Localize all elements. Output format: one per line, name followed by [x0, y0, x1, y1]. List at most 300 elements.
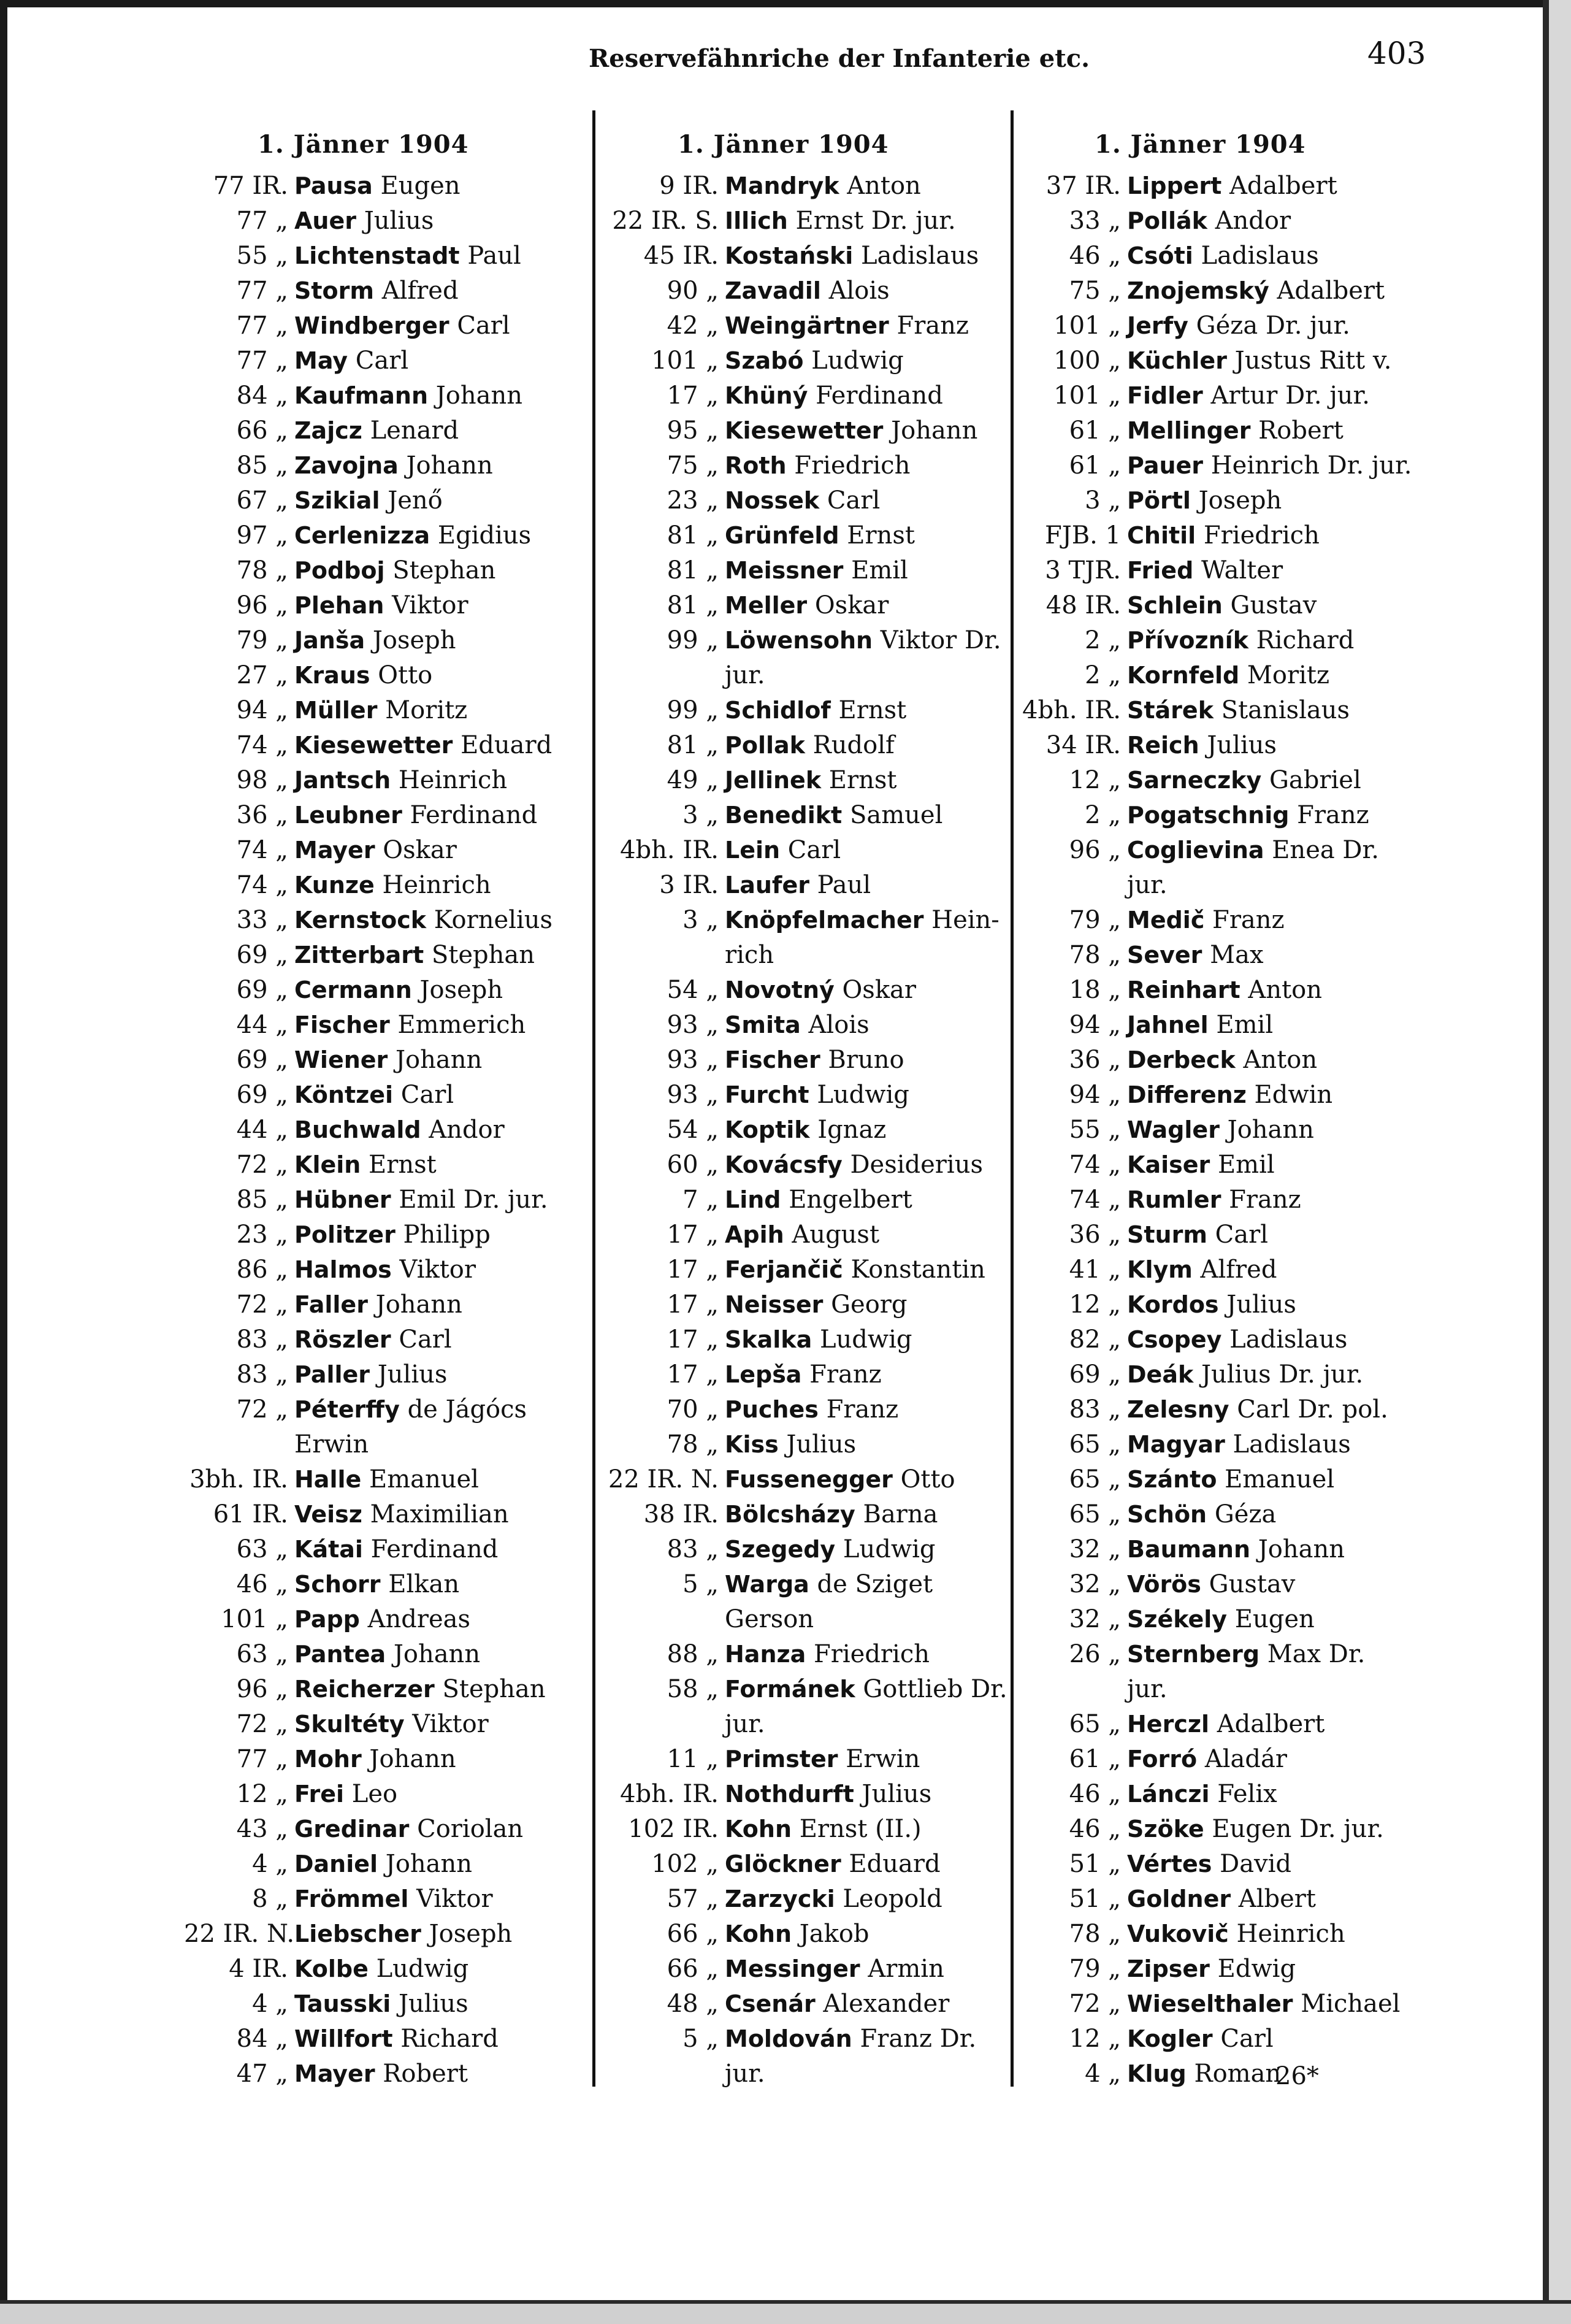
regiment-number: 94 „ — [1069, 1011, 1121, 1039]
person-name — [719, 1151, 983, 1179]
surname: Coglievina — [1127, 837, 1264, 864]
list-item — [1018, 941, 1412, 976]
regiment-number: 74 „ — [236, 836, 288, 864]
person-name — [1121, 242, 1319, 270]
person-name — [719, 1675, 1007, 1703]
person-name — [288, 801, 537, 829]
surname: Szöke — [1127, 1816, 1204, 1843]
person-name — [1121, 277, 1385, 305]
given-name: Ladislaus — [1221, 1325, 1348, 1354]
given-name: Franz — [818, 1395, 899, 1424]
list-item — [184, 556, 552, 591]
column-2 — [601, 172, 1007, 2095]
list-item — [1018, 382, 1412, 416]
person-name — [1121, 1186, 1301, 1214]
surname: Pantea — [294, 1641, 386, 1668]
surname: Zajcz — [294, 417, 362, 444]
person-name — [288, 172, 461, 200]
list-item — [601, 1745, 1007, 1780]
list-item — [601, 451, 1007, 486]
scan-border-bottom — [0, 2300, 1571, 2324]
regiment-number: 81 „ — [667, 521, 719, 550]
given-name: Carl — [819, 486, 881, 515]
person-name — [719, 312, 969, 340]
person-name — [1121, 976, 1322, 1004]
given-name: Anton — [1240, 976, 1322, 1004]
given-name: Konstantin — [843, 1256, 985, 1284]
list-item — [184, 1570, 552, 1605]
given-name: Alexander — [815, 1990, 950, 2018]
regiment-number: 26 „ — [1069, 1640, 1121, 1668]
regiment-number: 66 „ — [667, 1920, 719, 1948]
surname: Primster — [725, 1746, 838, 1773]
given-name: Bruno — [820, 1046, 904, 1074]
person-name — [719, 556, 908, 585]
person-name — [1121, 556, 1283, 585]
regiment-number: 58 „ — [667, 1675, 719, 1703]
regiment-number: 45 IR. — [643, 242, 719, 270]
given-name: Alois — [820, 277, 890, 305]
list-item — [601, 941, 1007, 976]
person-name — [1121, 591, 1317, 619]
regiment-number: 69 „ — [1069, 1360, 1121, 1389]
person-name — [719, 1081, 909, 1109]
list-item — [1018, 1325, 1412, 1360]
regiment-number: 96 „ — [236, 1675, 288, 1703]
list-item — [1018, 1535, 1412, 1570]
regiment-number: 32 „ — [1069, 1535, 1121, 1563]
given-name: Gerson — [725, 1605, 814, 1633]
list-item — [601, 1325, 1007, 1360]
person-name — [719, 626, 1001, 654]
regiment-number: 69 „ — [236, 976, 288, 1004]
given-name: Eduard — [841, 1850, 941, 1878]
surname: Stárek — [1127, 697, 1214, 724]
person-name — [719, 2025, 976, 2053]
person-name — [1121, 661, 1329, 689]
regiment-number: 99 „ — [667, 696, 719, 724]
surname: Smita — [725, 1011, 801, 1038]
person-name — [288, 1570, 459, 1598]
surname: Schlein — [1127, 592, 1223, 619]
list-item — [184, 1850, 552, 1885]
list-item — [1018, 1885, 1412, 1920]
given-name: Otto — [892, 1465, 955, 1494]
list-item — [184, 941, 552, 976]
list-item — [1018, 1850, 1412, 1885]
list-item — [1018, 1360, 1412, 1395]
list-item — [1018, 1221, 1412, 1256]
given-name: Carl Dr. pol. — [1229, 1395, 1388, 1424]
person-name — [719, 1290, 908, 1319]
person-name — [288, 941, 535, 969]
person-name — [288, 1815, 523, 1843]
regiment-number: 74 „ — [1069, 1186, 1121, 1214]
list-item — [601, 312, 1007, 347]
surname: Derbeck — [1127, 1046, 1236, 1073]
person-name — [719, 1116, 886, 1144]
list-item — [1018, 1011, 1412, 1046]
list-item — [184, 1780, 552, 1815]
list-item — [184, 731, 552, 766]
given-name: Viktor — [404, 1710, 489, 1738]
person-name — [719, 1990, 949, 2018]
surname: Küchler — [1127, 347, 1227, 374]
given-name: Emmerich — [389, 1011, 526, 1039]
list-item — [601, 277, 1007, 312]
surname: Sever — [1127, 941, 1202, 968]
given-name: Emanuel — [1217, 1465, 1335, 1494]
surname: Vukovič — [1127, 1920, 1229, 1947]
surname: Novotný — [725, 976, 835, 1003]
surname: Sarneczky — [1127, 767, 1262, 794]
list-item — [1018, 277, 1412, 312]
surname: Kornfeld — [1127, 662, 1240, 689]
list-item — [601, 486, 1007, 521]
person-name — [719, 1570, 933, 1598]
list-item — [601, 1186, 1007, 1221]
list-item — [184, 172, 552, 207]
given-name: Adalbert — [1221, 172, 1337, 200]
person-name — [719, 1325, 912, 1354]
person-name — [719, 1850, 941, 1878]
list-item — [184, 626, 552, 661]
list-item — [601, 626, 1007, 661]
surname: Tausski — [294, 1990, 391, 2017]
given-name: Adalbert — [1209, 1710, 1325, 1738]
list-item — [1018, 906, 1412, 941]
person-name — [288, 1151, 437, 1179]
surname: Mohr — [294, 1746, 362, 1773]
regiment-number: 79 „ — [1069, 906, 1121, 934]
given-name: Stephan — [384, 556, 496, 585]
list-item — [184, 801, 552, 836]
person-name — [719, 1745, 920, 1773]
regiment-number: 5 „ — [682, 1570, 719, 1598]
regiment-number: 72 „ — [1069, 1990, 1121, 2018]
given-name: Andor — [1207, 207, 1291, 235]
list-item — [1018, 242, 1412, 277]
regiment-number: 3 TJR. — [1045, 556, 1121, 585]
list-item — [601, 1885, 1007, 1920]
regiment-number: 17 „ — [667, 1221, 719, 1249]
regiment-number: 102 IR. — [628, 1815, 719, 1843]
person-name — [719, 1046, 904, 1074]
person-name — [719, 1186, 912, 1214]
given-name: Moritz — [1239, 661, 1330, 689]
person-name — [719, 1430, 856, 1459]
surname: Székely — [1127, 1606, 1228, 1633]
list-item — [1018, 661, 1412, 696]
regiment-number: 23 „ — [667, 486, 719, 515]
list-item — [184, 1395, 552, 1430]
regiment-number: 41 „ — [1069, 1256, 1121, 1284]
given-name: Barna — [855, 1500, 938, 1528]
regiment-number: 3 „ — [1085, 486, 1121, 515]
given-name: Franz — [1204, 906, 1285, 934]
given-name: Heinrich — [374, 871, 491, 899]
given-name: Adalbert — [1269, 277, 1385, 305]
surname: Szikial — [294, 487, 380, 514]
person-name — [288, 871, 491, 899]
surname: Klug — [1127, 2060, 1187, 2087]
surname: Kohn — [725, 1920, 792, 1947]
given-name: Joseph — [411, 976, 503, 1004]
regiment-number: 101 „ — [651, 347, 719, 375]
person-name — [1121, 2060, 1281, 2088]
person-name — [719, 451, 910, 480]
given-name: Ignaz — [809, 1116, 887, 1144]
column-2-title: 1. Jänner 1904 — [678, 130, 889, 159]
person-name — [719, 207, 956, 235]
list-item — [601, 591, 1007, 626]
given-name: Samuel — [842, 801, 943, 829]
person-name — [288, 1640, 480, 1668]
list-item — [184, 661, 552, 696]
regiment-number: 8 „ — [252, 1885, 288, 1913]
given-name: Franz Dr. — [852, 2025, 977, 2053]
given-name: Oskar — [375, 836, 457, 864]
given-name: Johann — [428, 382, 522, 410]
given-name: Walter — [1193, 556, 1283, 585]
surname: Köntzei — [294, 1081, 394, 1108]
person-name — [1121, 1325, 1347, 1354]
regiment-number: 34 IR. — [1045, 731, 1121, 759]
person-name — [288, 416, 459, 445]
list-item — [1018, 976, 1412, 1011]
list-item — [1018, 1570, 1412, 1605]
list-item — [184, 416, 552, 451]
list-item — [184, 1186, 552, 1221]
surname: Khüný — [725, 382, 808, 409]
person-name — [288, 1885, 493, 1913]
regiment-number: 93 „ — [667, 1011, 719, 1039]
list-item — [1018, 836, 1412, 871]
given-name: Ferdinand — [362, 1535, 499, 1563]
column-divider — [592, 110, 595, 2087]
regiment-number: 84 „ — [236, 382, 288, 410]
person-name — [288, 382, 522, 410]
person-name — [288, 1745, 456, 1773]
given-name: Anton — [1235, 1046, 1318, 1074]
surname: Lein — [725, 837, 781, 864]
person-name — [288, 626, 456, 654]
given-name: Emil — [843, 556, 908, 585]
surname: Cerlenizza — [294, 522, 430, 549]
list-item — [1018, 1186, 1412, 1221]
list-item — [1018, 451, 1412, 486]
regiment-number: 85 „ — [236, 451, 288, 480]
regiment-number: 66 „ — [236, 416, 288, 445]
given-name: Robert — [375, 2060, 468, 2088]
person-name — [1121, 1465, 1334, 1494]
given-name: Julius — [356, 207, 434, 235]
surname: Vértes — [1127, 1850, 1212, 1877]
person-name — [288, 976, 503, 1004]
given-name: Joseph — [365, 626, 456, 654]
given-name: Gustav — [1201, 1570, 1296, 1598]
regiment-number: 90 „ — [667, 277, 719, 305]
given-name: Oskar — [834, 976, 917, 1004]
signature-mark: 26* — [1275, 2062, 1319, 2090]
given-name: Ludwig — [812, 1325, 912, 1354]
regiment-number: 81 „ — [667, 591, 719, 619]
list-item — [184, 1360, 552, 1395]
running-header: Reservefähnriche der Infanterie etc. — [589, 44, 1090, 73]
surname: Koptik — [725, 1116, 810, 1143]
given-name: jur. — [725, 661, 765, 689]
surname: Kaufmann — [294, 382, 429, 409]
list-item — [184, 1675, 552, 1710]
given-name: Erwin — [838, 1745, 920, 1773]
given-name: Carl — [348, 347, 409, 375]
given-name: jur. — [1127, 1675, 1168, 1703]
regiment-number: 12 „ — [1069, 1290, 1121, 1319]
surname: Kiesewetter — [294, 732, 453, 759]
list-item — [1018, 2060, 1412, 2095]
given-name: Armin — [860, 1955, 944, 1983]
given-name: Carl — [1207, 1221, 1269, 1249]
surname: Plehan — [294, 592, 384, 619]
list-item — [184, 486, 552, 521]
person-name — [1121, 1675, 1168, 1703]
surname: Halle — [294, 1466, 362, 1493]
regiment-number: 69 „ — [236, 1081, 288, 1109]
person-name — [719, 591, 889, 619]
person-name — [719, 1605, 814, 1633]
surname: Pollak — [725, 732, 805, 759]
regiment-number: 65 „ — [1069, 1430, 1121, 1459]
person-name — [288, 1430, 369, 1459]
given-name: Elkan — [380, 1570, 460, 1598]
surname: Müller — [294, 697, 378, 724]
list-item — [184, 1290, 552, 1325]
regiment-number: 72 „ — [236, 1151, 288, 1179]
list-item — [1018, 1955, 1412, 1990]
person-name — [719, 976, 916, 1004]
surname: Lichtenstadt — [294, 242, 460, 269]
person-name — [1121, 207, 1291, 235]
person-name — [1121, 1360, 1363, 1389]
regiment-number: 46 „ — [236, 1570, 288, 1598]
surname: Politzer — [294, 1221, 396, 1248]
surname: Kernstock — [294, 907, 427, 934]
list-item — [1018, 1500, 1412, 1535]
regiment-number: 11 „ — [667, 1745, 719, 1773]
regiment-number: 4 „ — [1085, 2060, 1121, 2088]
given-name: Alois — [800, 1011, 870, 1039]
regiment-number: 17 „ — [667, 1325, 719, 1354]
surname: Willfort — [294, 2025, 393, 2052]
list-item — [184, 242, 552, 277]
surname: Přívozník — [1127, 627, 1248, 654]
given-name: Viktor — [408, 1885, 493, 1913]
given-name: Gustav — [1222, 591, 1317, 619]
given-name: Viktor Dr. — [873, 626, 1001, 654]
surname: Chitil — [1127, 522, 1196, 549]
surname: Mellinger — [1127, 417, 1251, 444]
given-name: Ferdinand — [808, 382, 943, 410]
given-name: Otto — [370, 661, 433, 689]
given-name: Georg — [823, 1290, 908, 1319]
given-name: Eugen — [372, 172, 461, 200]
list-item — [184, 906, 552, 941]
regiment-number: 12 „ — [1069, 2025, 1121, 2053]
person-name — [1121, 836, 1379, 864]
list-item — [601, 801, 1007, 836]
surname: Benedikt — [725, 802, 843, 829]
surname: Windberger — [294, 312, 449, 339]
regiment-number: 78 „ — [236, 556, 288, 585]
person-name — [719, 906, 1000, 934]
regiment-number: 75 „ — [667, 451, 719, 480]
person-name — [1121, 1116, 1314, 1144]
surname: Znojemský — [1127, 277, 1269, 304]
given-name: jur. — [1127, 871, 1168, 899]
regiment-number: 84 „ — [236, 2025, 288, 2053]
given-name: jur. — [725, 1710, 765, 1738]
regiment-number: 83 „ — [667, 1535, 719, 1563]
regiment-number: FJB. 1 — [1044, 521, 1121, 550]
given-name: Emil — [1208, 1011, 1274, 1039]
given-name: Erwin — [294, 1430, 369, 1459]
surname: Kunze — [294, 872, 375, 899]
person-name — [288, 1290, 462, 1319]
regiment-number: 27 „ — [236, 661, 288, 689]
surname: Medič — [1127, 907, 1205, 934]
regiment-number: 4 „ — [252, 1990, 288, 2018]
given-name: Alfred — [1192, 1256, 1277, 1284]
list-item — [601, 1151, 1007, 1186]
surname: Apih — [725, 1221, 784, 1248]
surname: Zavadil — [725, 277, 821, 304]
given-name: Edwin — [1246, 1081, 1333, 1109]
given-name: Carl — [393, 1081, 454, 1109]
surname: Sternberg — [1127, 1641, 1260, 1668]
regiment-number: 43 „ — [236, 1815, 288, 1843]
person-name — [719, 1885, 942, 1913]
surname: Wiener — [294, 1046, 388, 1073]
given-name: Heinrich — [391, 766, 508, 794]
list-item — [184, 1710, 552, 1745]
surname: Vörös — [1127, 1571, 1201, 1598]
given-name: Engelbert — [781, 1186, 912, 1214]
person-name — [288, 1500, 509, 1528]
surname: Frömmel — [294, 1885, 409, 1912]
list-item — [184, 1640, 552, 1675]
given-name: Franz — [889, 312, 969, 340]
given-name: Ludwig — [368, 1955, 469, 1983]
surname: Neisser — [725, 1291, 824, 1318]
list-item — [1018, 766, 1412, 801]
given-name: Viktor — [391, 1256, 476, 1284]
given-name: Carl — [1212, 2025, 1274, 2053]
surname: Nossek — [725, 487, 820, 514]
surname: Fischer — [725, 1046, 820, 1073]
given-name: Gottlieb Dr. — [855, 1675, 1007, 1703]
list-item — [184, 1500, 552, 1535]
surname: Warga — [725, 1571, 809, 1598]
person-name — [719, 731, 895, 759]
surname: Cermann — [294, 976, 412, 1003]
given-name: Heinrich Dr. jur. — [1203, 451, 1412, 480]
given-name: Franz — [1289, 801, 1369, 829]
surname: Csenár — [725, 1990, 816, 2017]
given-name: Ludwig — [803, 347, 904, 375]
list-item — [184, 1465, 552, 1500]
given-name: Emanuel — [361, 1465, 479, 1494]
list-item — [1018, 1920, 1412, 1955]
